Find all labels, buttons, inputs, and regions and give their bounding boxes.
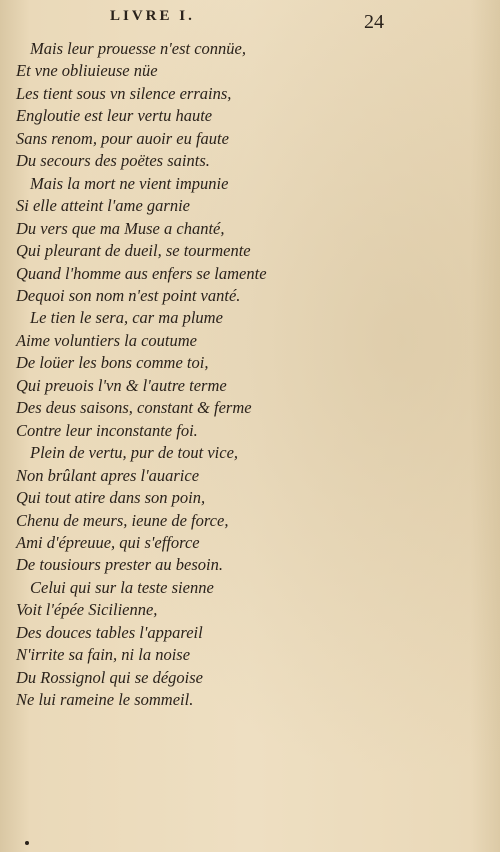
page-number: 24 [364, 11, 384, 33]
running-head: LIVRE I. [110, 8, 195, 24]
poem-line: Mais leur prouesse n'est connüe, [30, 39, 247, 58]
poem-line: Engloutie est leur vertu haute [16, 106, 213, 126]
poem-text [16, 38, 306, 712]
poem-line: Du vers que ma Muse a chanté, [16, 218, 225, 238]
poem-line: Sans renom, pour auoir eu faute [16, 128, 229, 148]
poem-line: Chenu de meurs, ieune de force, [16, 510, 229, 530]
poem-line: Dequoi son nom n'est point vanté. [16, 285, 241, 305]
poem-line: Qui tout atire dans son poin, [16, 488, 206, 508]
poem-line: Contre leur inconstante foi. [16, 420, 198, 440]
poem-line: Les tient sous vn silence errains, [16, 83, 232, 103]
poem-line: Quand l'homme aus enfers se lamente [16, 263, 267, 283]
poem-line: Ne lui rameine le sommeil. [16, 690, 194, 710]
show-through-text [290, 40, 480, 760]
poem-line: Des deus saisons, constant & ferme [16, 398, 252, 418]
poem-line: N'irrite sa fain, ni la noise [16, 645, 191, 665]
poem-line: Le tien le sera, car ma plume [30, 308, 223, 328]
poem-line: Qui preuois l'vn & l'autre terme [16, 375, 227, 395]
poem-line: Celui qui sur la teste sienne [30, 577, 214, 597]
poem-line: Et vne obliuieuse nüe [16, 61, 158, 81]
poem-line: Ami d'épreuue, qui s'efforce [16, 532, 200, 552]
poem-line: De tousiours prester au besoin. [16, 555, 224, 575]
poem-line: Voit l'épée Sicilienne, [16, 600, 158, 620]
poem-line: Aime voluntiers la coutume [16, 330, 198, 350]
poem-line: Qui pleurant de dueil, se tourmente [16, 241, 251, 261]
poem-line: Si elle atteint l'ame garnie [16, 196, 190, 216]
poem-line: Non brûlant apres l'auarice [16, 465, 200, 485]
poem-line: Des douces tables l'appareil [16, 622, 203, 642]
poem-line: Plein de vertu, pur de tout vice, [30, 443, 239, 463]
poem-line: Du secours des poëtes saints. [16, 151, 210, 171]
poem-line: De loüer les bons comme toi, [16, 353, 209, 373]
poem-line: Mais la mort ne vient impunie [30, 173, 229, 193]
ink-speck [25, 841, 29, 845]
poem-line: Du Rossignol qui se dégoise [16, 667, 203, 687]
